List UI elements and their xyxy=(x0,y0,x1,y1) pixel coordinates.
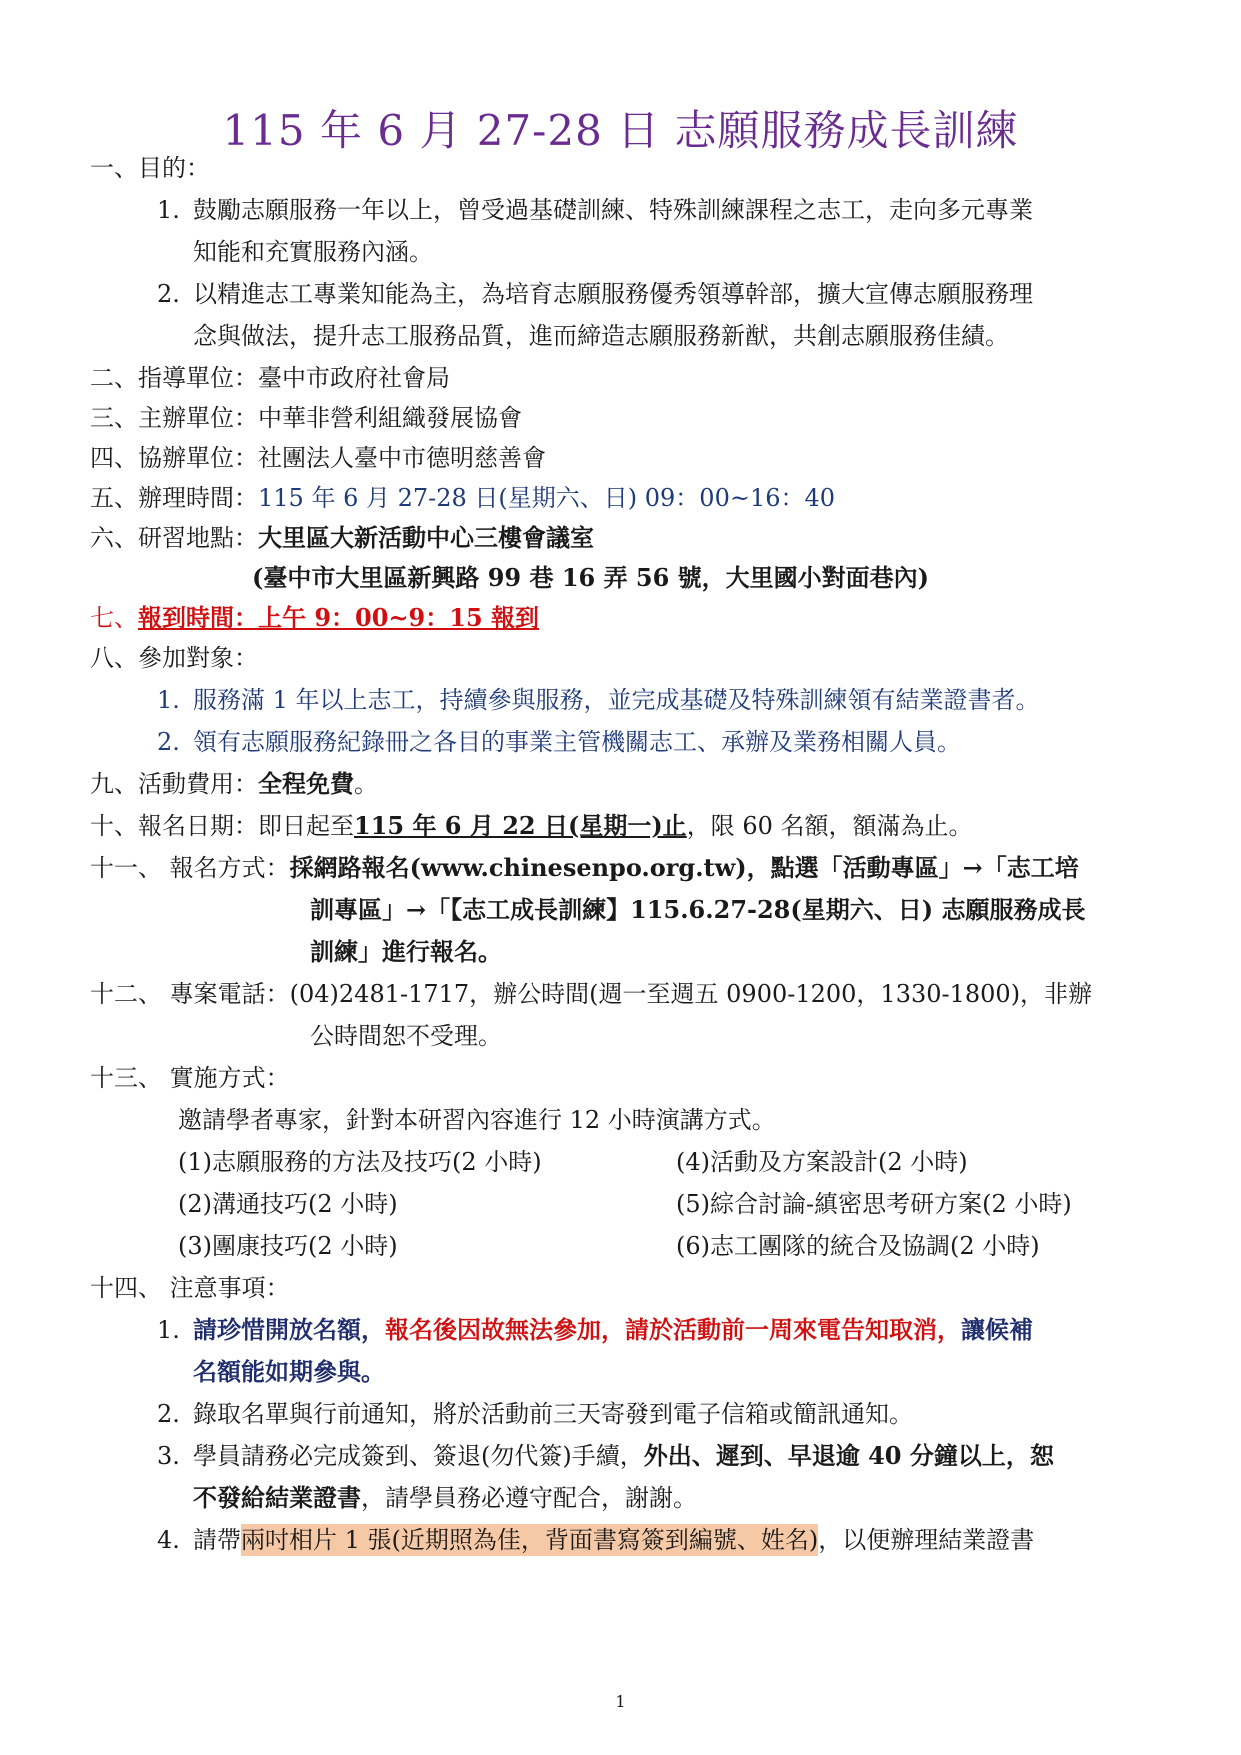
participants-item-1: 服務滿 1 年以上志工，持續參與服務，並完成基礎及特殊訓練領有結業證書者。 xyxy=(193,686,1040,714)
phone-line-2: 公時間恕不受理。 xyxy=(310,1022,502,1050)
note-2-number: 2. xyxy=(157,1400,180,1428)
venue-value: 大里區大新活動中心三樓會議室 xyxy=(258,523,594,552)
note-1-part-b: 報名後因故無法參加，請於活動前一周來電告知取消， xyxy=(385,1315,961,1344)
note-1-line-2: 名額能如期參與。 xyxy=(193,1357,385,1386)
note-4 xyxy=(193,1524,1034,1556)
purpose-item-2-number: 2. xyxy=(157,280,180,308)
section-co-organizer xyxy=(90,442,546,474)
fee-label: 九、活動費用： xyxy=(90,770,258,798)
registration-method-line-3: 訓練」進行報名。 xyxy=(310,937,502,966)
purpose-item-1-number: 1. xyxy=(157,196,180,224)
note-1-part-c: 讓候補 xyxy=(961,1315,1033,1344)
note-2: 錄取名單與行前通知，將於活動前三天寄發到電子信箱或簡訊通知。 xyxy=(193,1400,913,1428)
time-label: 五、辦理時間： xyxy=(90,484,258,512)
page-number: 1 xyxy=(615,1692,626,1711)
section-phone xyxy=(90,978,1092,1010)
course-item: (5)綜合討論-縝密思考研方案(2 小時) xyxy=(676,1190,1072,1218)
registration-method-label: 十一、 報名方式： xyxy=(90,854,290,882)
organizer-value: 中華非營利組織發展協會 xyxy=(258,404,522,432)
supervisor-label: 二、指導單位： xyxy=(90,364,258,392)
venue-label: 六、研習地點： xyxy=(90,524,258,552)
note-1-part-a: 請珍惜開放名額， xyxy=(193,1315,385,1344)
note-4-highlight: 兩吋相片 1 張(近期照為佳，背面書寫簽到編號、姓名) xyxy=(241,1526,819,1554)
purpose-item-2-line-2: 念與做法，提升志工服務品質，進而締造志願服務新猷，共創志願服務佳績。 xyxy=(193,322,1009,350)
course-item: (4)活動及方案設計(2 小時) xyxy=(676,1148,968,1176)
note-3-line-1 xyxy=(193,1440,1054,1472)
section-venue xyxy=(90,522,594,554)
section-registration-date xyxy=(90,810,972,842)
venue-address: (臺中市大里區新興路 99 巷 16 弄 56 號，大里國小對面巷內) xyxy=(252,563,930,592)
note-3-line-2 xyxy=(193,1482,697,1514)
registration-date-label: 十、報名日期：即日起至 xyxy=(90,812,354,840)
fee-end: 。 xyxy=(354,770,378,798)
supervisor-value: 臺中市政府社會局 xyxy=(258,364,450,392)
implementation-intro: 邀請學者專家，針對本研習內容進行 12 小時演講方式。 xyxy=(178,1106,776,1134)
note-3-part-a: 學員請務必完成簽到、簽退(勿代簽)手續， xyxy=(193,1442,644,1470)
section-supervisor xyxy=(90,362,450,394)
check-in-label: 七、 xyxy=(90,604,138,632)
registration-method-line-1: 採網路報名(www.chinesenpo.org.tw)，點選「活動專區」→「志工培 xyxy=(289,853,1079,882)
purpose-item-2-line-1: 以精進志工專業知能為主，為培育志願服務優秀領導幹部，擴大宣傳志願服務理 xyxy=(193,280,1033,308)
section-check-in xyxy=(90,602,539,634)
phone-label: 十二、 專案電話： xyxy=(90,980,290,1008)
section-fee xyxy=(90,768,378,800)
section-registration-method xyxy=(90,852,1079,884)
co-organizer-label: 四、協辦單位： xyxy=(90,444,258,472)
course-item: (6)志工團隊的統合及協調(2 小時) xyxy=(676,1232,1040,1260)
organizer-label: 三、主辦單位： xyxy=(90,404,258,432)
note-1-number: 1. xyxy=(157,1316,180,1344)
co-organizer-value: 社團法人臺中市德明慈善會 xyxy=(258,444,546,472)
section-purpose-heading: 一、目的： xyxy=(90,154,210,182)
note-3-part-d: ，請學員務必遵守配合，謝謝。 xyxy=(361,1484,697,1512)
note-3-part-c: 不發給結業證書 xyxy=(193,1483,361,1512)
phone-line-1: (04)2481-1717，辦公時間(週一至週五 0900-1200，1330-1800)，非辦 xyxy=(289,980,1093,1008)
time-value: 115 年 6 月 27-28 日(星期六、日) 09：00~16：40 xyxy=(258,484,836,512)
participants-item-2-number: 2. xyxy=(157,728,180,756)
registration-deadline: 115 年 6 月 22 日(星期一)止 xyxy=(354,811,687,840)
note-3-part-b: 外出、遲到、早退逾 40 分鐘以上，恕 xyxy=(643,1441,1054,1470)
note-4-part-a: 請帶 xyxy=(193,1526,241,1554)
section-implementation-heading: 十三、 實施方式： xyxy=(90,1064,290,1092)
note-1-line-1 xyxy=(193,1314,1033,1346)
section-participants-heading: 八、參加對象： xyxy=(90,644,258,672)
note-4-number: 4. xyxy=(157,1526,180,1554)
course-item: (1)志願服務的方法及技巧(2 小時) xyxy=(178,1148,542,1176)
participants-item-1-number: 1. xyxy=(157,686,180,714)
course-item: (3)團康技巧(2 小時) xyxy=(178,1232,398,1260)
document-title: 115 年 6 月 27-28 日 志願服務成長訓練 xyxy=(222,106,1019,155)
fee-value: 全程免費 xyxy=(258,769,354,798)
check-in-value: 報到時間：上午 9：00~9：15 報到 xyxy=(138,603,540,632)
participants-item-2: 領有志願服務紀錄冊之各目的事業主管機關志工、承辦及業務相關人員。 xyxy=(193,728,961,756)
registration-method-line-2: 訓專區」→「【志工成長訓練】115.6.27-28(星期六、日) 志願服務成長 xyxy=(310,895,1086,924)
note-3-number: 3. xyxy=(157,1442,180,1470)
note-4-part-c: ，以便辦理結業證書 xyxy=(818,1526,1035,1554)
purpose-item-1-line-2: 知能和充實服務內涵。 xyxy=(193,238,433,266)
registration-quota: ，限 60 名額，額滿為止。 xyxy=(686,812,973,840)
section-notes-heading: 十四、 注意事項： xyxy=(90,1274,290,1302)
section-organizer xyxy=(90,402,522,434)
section-time xyxy=(90,482,835,514)
course-item: (2)溝通技巧(2 小時) xyxy=(178,1190,398,1218)
purpose-item-1-line-1: 鼓勵志願服務一年以上，曾受過基礎訓練、特殊訓練課程之志工，走向多元專業 xyxy=(193,196,1033,224)
